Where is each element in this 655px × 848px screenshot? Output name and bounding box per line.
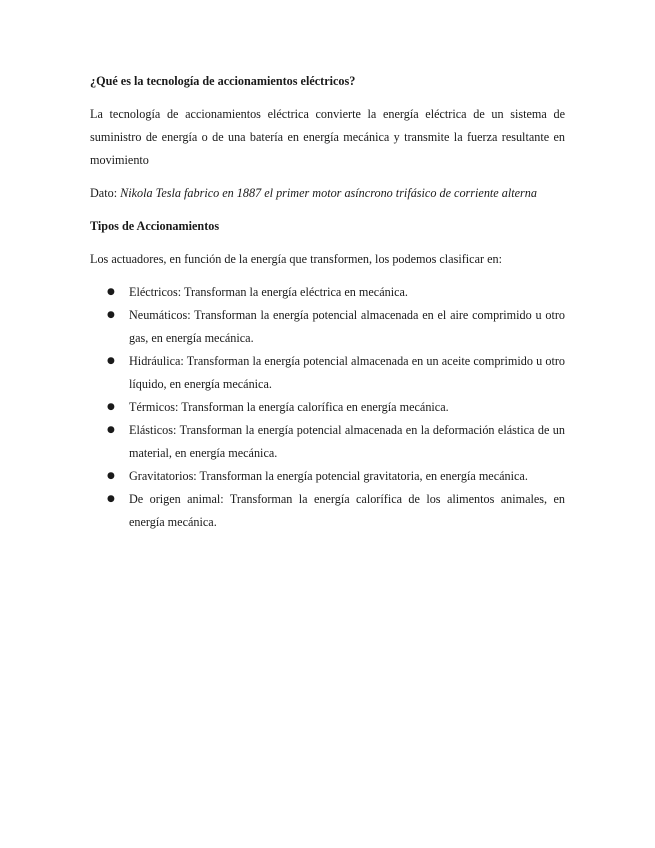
list-item <box>90 419 565 465</box>
bullet-icon: ● <box>107 287 115 297</box>
list-item-text: Neumáticos: Transforman la energía potencial almacenada en el aire comprimido u otro gas, en energía mecánica. <box>129 308 565 345</box>
list-item-text: Hidráulica: Transforman la energía potencial almacenada en un aceite comprimido u otro líquido, en energía mecánica. <box>129 354 565 391</box>
list-item <box>90 281 565 304</box>
fact-label: Dato: <box>90 186 121 200</box>
bullet-icon: ● <box>107 494 115 504</box>
bullet-icon: ● <box>107 471 115 481</box>
list-item <box>90 465 565 488</box>
fact-note <box>90 182 565 205</box>
fact-text: Nikola Tesla fabrico en 1887 el primer motor asíncrono trifásico de corriente alterna <box>120 186 537 200</box>
intro-paragraph: La tecnología de accionamientos eléctrica convierte la energía eléctrica de un sistema de suministro de energía o de una batería en energía mecánica y transmite la fuerza resultante en movimiento <box>90 107 565 167</box>
list-item <box>90 350 565 396</box>
list-item <box>90 304 565 350</box>
section-title: Tipos de Accionamientos <box>90 219 220 233</box>
bullet-icon: ● <box>107 425 115 435</box>
document-page <box>90 70 565 534</box>
list-item-text: Térmicos: Transforman la energía calorífica en energía mecánica. <box>129 400 449 414</box>
document-title: ¿Qué es la tecnología de accionamientos eléctricos? <box>90 74 356 88</box>
classification-intro: Los actuadores, en función de la energía que transformen, los podemos clasificar en: <box>90 252 502 266</box>
list-item-text: Gravitatorios: Transforman la energía potencial gravitatoria, en energía mecánica. <box>129 469 528 483</box>
list-item-text: De origen animal: Transforman la energía calorífica de los alimentos animales, en energía mecánica. <box>129 492 565 529</box>
list-item <box>90 488 565 534</box>
bullet-icon: ● <box>107 310 115 320</box>
bullet-icon: ● <box>107 402 115 412</box>
list-item <box>90 396 565 419</box>
list-item-text: Elásticos: Transforman la energía potencial almacenada en la deformación elástica de un material, en energía mecánica. <box>129 423 565 460</box>
actuator-type-list <box>90 281 565 534</box>
bullet-icon: ● <box>107 356 115 366</box>
list-item-text: Eléctricos: Transforman la energía eléctrica en mecánica. <box>129 285 408 299</box>
